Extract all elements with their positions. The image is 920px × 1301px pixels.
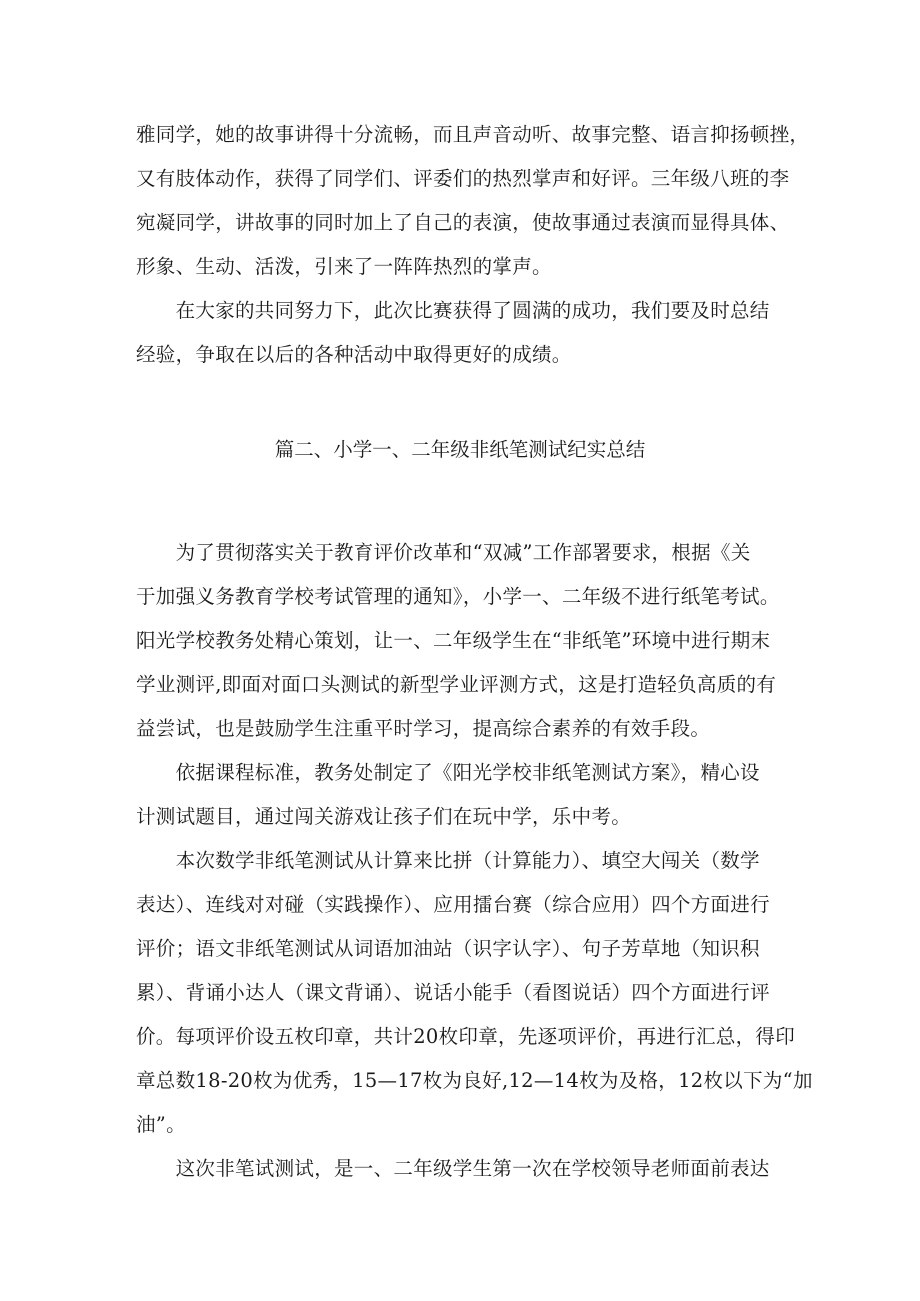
body-line-10: 学业测评,即面对面口头测试的新型学业评测方式，这是打造轻负高质的有 <box>136 673 777 696</box>
body-line-12: 依据课程标准，教务处制定了《阳光学校非纸笔测试方案》，精心设 <box>136 761 760 784</box>
section-heading: 篇二、小学一、二年级非纸笔测试纪实总结 <box>274 438 646 461</box>
body-line-6: 经验，争取在以后的各种活动中取得更好的成绩。 <box>136 343 572 366</box>
body-line-8: 于加强义务教育学校考试管理的通知》，小学一、二年级不进行纸笔考试。 <box>136 585 780 608</box>
body-line-21: 这次非笔试测试，是一、二年级学生第一次在学校领导老师面前表达 <box>136 1157 770 1180</box>
body-line-5: 在大家的共同努力下，此次比赛获得了圆满的成功，我们要及时总结 <box>136 299 770 322</box>
body-line-1: 雅同学，她的故事讲得十分流畅，而且声音动听、故事完整、语言抑扬顿挫， <box>136 123 810 146</box>
body-line-4: 形象、生动、活泼，引来了一阵阵热烈的掌声。 <box>136 255 552 278</box>
body-line-18: 价。每项评价设五枚印章，共计20枚印章，先逐项评价，再进行汇总，得印 <box>136 1025 796 1048</box>
body-line-17: 累）、背诵小达人（课文背诵）、说话小能手（看图说话）四个方面进行评 <box>136 981 770 1004</box>
body-line-2: 又有肢体动作，获得了同学们、评委们的热烈掌声和好评。三年级八班的李 <box>136 167 790 190</box>
body-line-15: 表达）、连线对对碰（实践操作）、应用擂台赛（综合应用）四个方面进行 <box>136 893 770 916</box>
body-line-7: 为了贯彻落实关于教育评价改革和“双减”工作部署要求，根据《关 <box>136 541 751 564</box>
body-line-3: 宛凝同学，讲故事的同时加上了自己的表演，使故事通过表演而显得具体、 <box>136 211 790 234</box>
body-line-19: 章总数18-20枚为优秀，15—17枚为良好,12—14枚为及格，12枚以下为“加 <box>136 1069 813 1092</box>
body-line-9: 阳光学校教务处精心策划，让一、二年级学生在“非纸笔”环境中进行期末 <box>136 629 771 652</box>
body-line-13: 计测试题目，通过闯关游戏让孩子们在玩中学，乐中考。 <box>136 805 632 828</box>
body-line-20: 油”。 <box>136 1113 186 1136</box>
body-line-16: 评价；语文非纸笔测试从词语加油站（识字认字）、句子芳草地（知识积 <box>136 937 760 960</box>
body-line-11: 益尝试，也是鼓励学生注重平时学习，提高综合素养的有效手段。 <box>136 717 711 740</box>
body-line-14: 本次数学非纸笔测试从计算来比拼（计算能力）、填空大闯关（数学 <box>136 849 760 872</box>
